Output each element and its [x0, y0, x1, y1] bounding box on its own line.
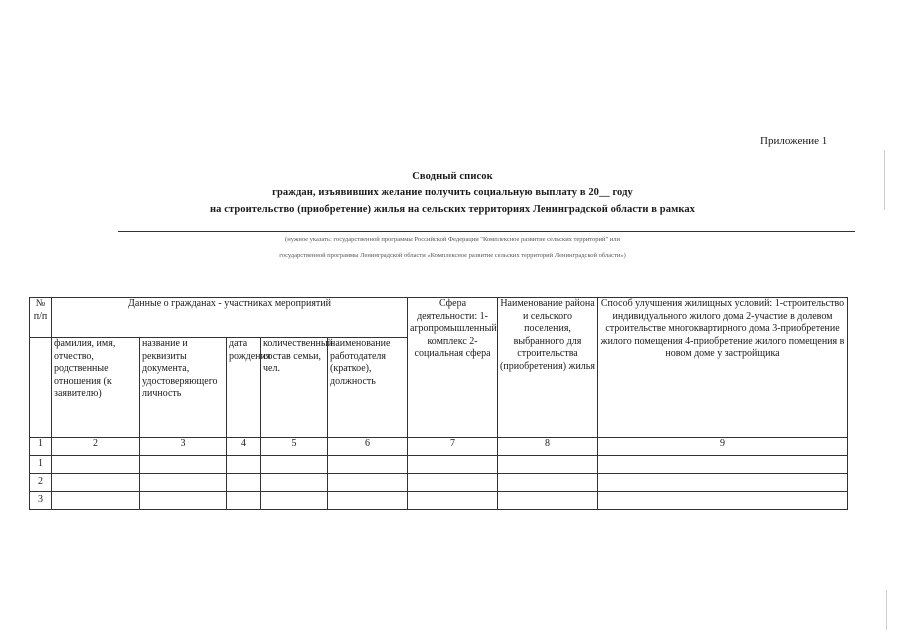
table-cell — [140, 474, 227, 492]
table-cell — [328, 456, 408, 474]
table-row — [30, 474, 848, 492]
subheader-id-document: название и реквизиты документа, удостоверяющего личность — [140, 338, 227, 438]
column-number: 9 — [598, 438, 848, 456]
table-cell — [498, 474, 598, 492]
column-number: 7 — [408, 438, 498, 456]
summary-table — [29, 297, 848, 510]
table-cell — [261, 456, 328, 474]
appendix-label: Приложение 1 — [760, 135, 828, 147]
fill-in-line — [118, 231, 855, 232]
scan-artifact — [886, 590, 887, 630]
header-number-spacer — [30, 338, 52, 438]
table-cell — [52, 492, 140, 510]
table-cell — [328, 474, 408, 492]
table-cell — [52, 456, 140, 474]
subheader-family-size: количественный состав семьи, чел. — [261, 338, 328, 438]
table-cell — [227, 456, 261, 474]
column-number: 1 — [30, 438, 52, 456]
column-number: 3 — [140, 438, 227, 456]
table-cell — [408, 492, 498, 510]
table-cell — [498, 456, 598, 474]
subheader-birth-date: дата рождения — [227, 338, 261, 438]
column-number: 2 — [52, 438, 140, 456]
column-number: 5 — [261, 438, 328, 456]
fill-in-note-line2: государственной программы Ленинградской области «Комплексное развитие сельских территорий Ленинградской области») — [279, 252, 626, 259]
table-cell — [408, 474, 498, 492]
column-number: 8 — [498, 438, 598, 456]
fill-in-note-line1: (нужное указать: государственной программы Российской Федерации "Комплексное развитие сельских территорий" или — [285, 236, 620, 243]
header-number: № п/п — [30, 298, 52, 338]
document-title: Сводный список — [412, 171, 493, 182]
subheader-employer: наименование работодателя (краткое), должность — [328, 338, 408, 438]
table-cell — [328, 492, 408, 510]
table-cell — [261, 492, 328, 510]
table-cell — [227, 492, 261, 510]
table-cell — [598, 456, 848, 474]
document-subtitle-line1: граждан, изъявивших желание получить социальную выплату в 20__ году — [272, 187, 633, 198]
row-number: 2 — [30, 474, 52, 492]
table-cell — [498, 492, 598, 510]
row-number: 1 — [30, 456, 52, 474]
table-cell — [598, 474, 848, 492]
subheader-full-name: фамилия, имя, отчество, родственные отношения (к заявителю) — [52, 338, 140, 438]
table-cell — [140, 492, 227, 510]
table-cell — [598, 492, 848, 510]
header-district: Наименование района и сельского поселения, выбранного для строительства (приобретения) жилья — [498, 298, 598, 438]
header-improvement-method: Способ улучшения жилищных условий: 1-строительство индивидуального жилого дома 2-участие в долевом строительстве многоквартирного дома 3-приобретение жилого помещения 4-приобретение жилого помещения в новом доме у застройщика — [598, 298, 848, 438]
column-number: 6 — [328, 438, 408, 456]
table-row — [30, 456, 848, 474]
row-number: 3 — [30, 492, 52, 510]
table-cell — [227, 474, 261, 492]
column-number: 4 — [227, 438, 261, 456]
header-sphere: Сфера деятельности: 1-агропромышленный комплекс 2-социальная сфера — [408, 298, 498, 438]
table-row — [30, 492, 848, 510]
table-cell — [408, 456, 498, 474]
table-cell — [261, 474, 328, 492]
table-cell — [140, 456, 227, 474]
header-participants: Данные о гражданах - участниках мероприятий — [52, 298, 408, 338]
column-numbers-row — [30, 438, 848, 456]
scan-artifact — [884, 150, 885, 210]
table-cell — [52, 474, 140, 492]
document-subtitle-line2: на строительство (приобретение) жилья на сельских территориях Ленинградской области в рамках — [209, 204, 696, 215]
